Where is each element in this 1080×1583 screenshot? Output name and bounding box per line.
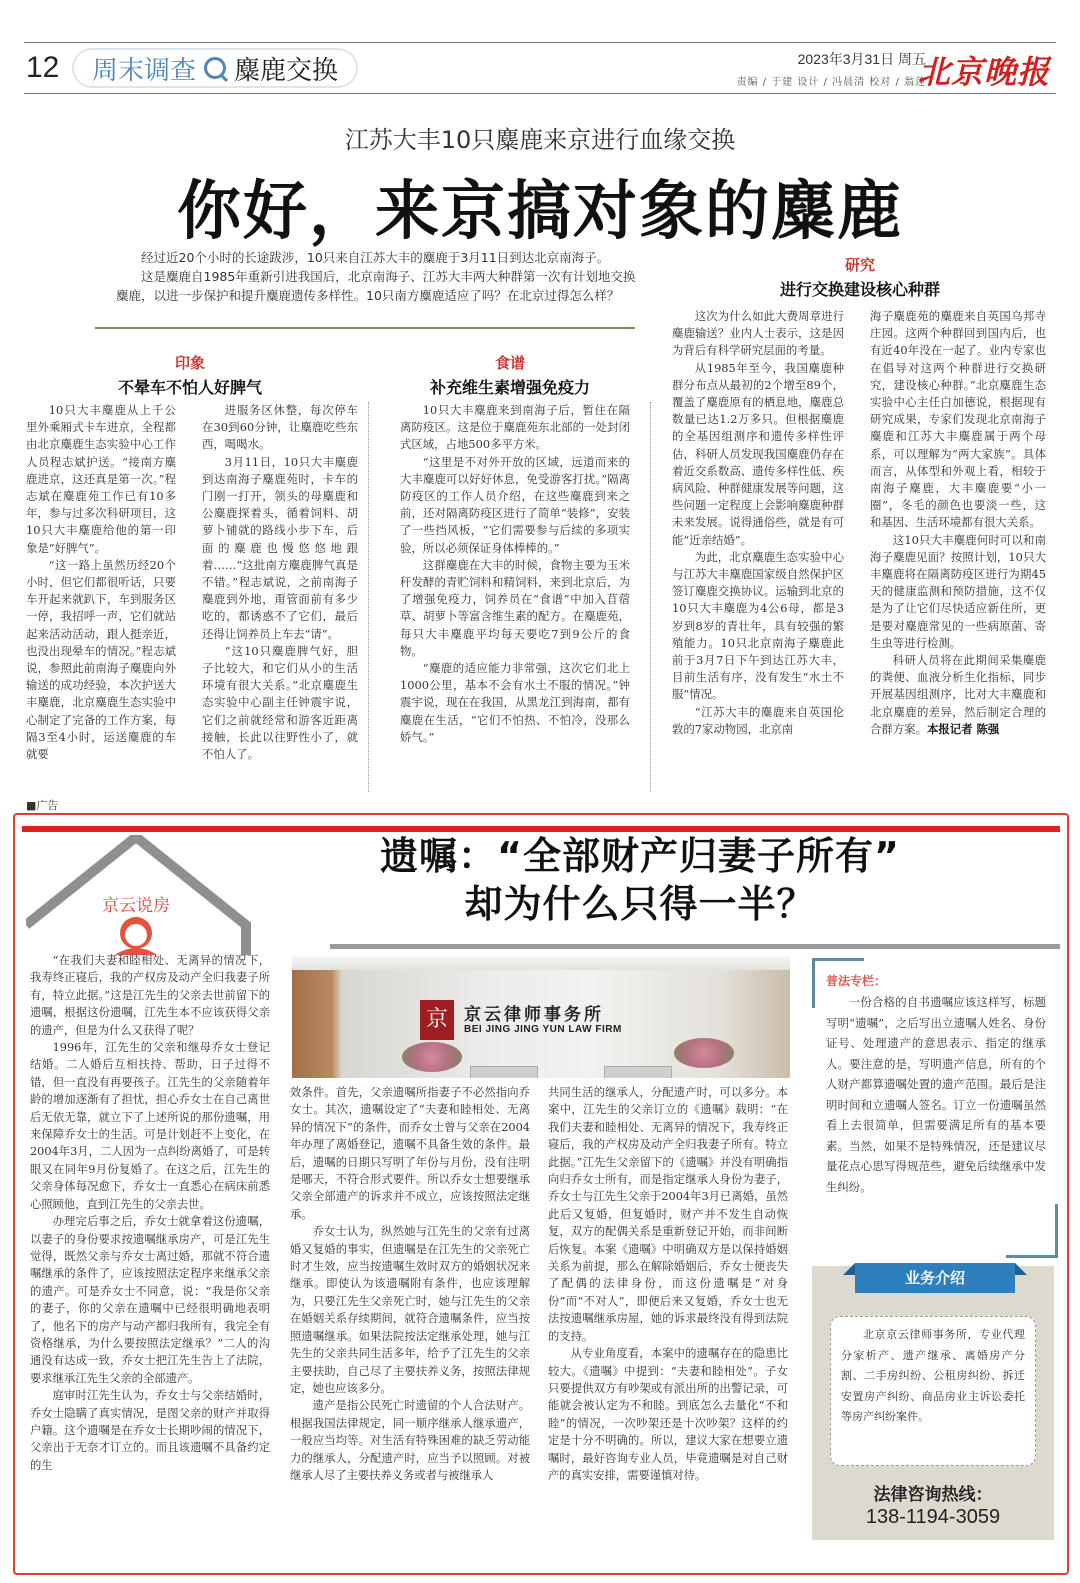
- ad-headline: [330, 832, 950, 928]
- paragraph: “江苏大丰的麋鹿来自英国伦敦的7家动物园，北京南: [672, 704, 844, 736]
- flower-decoration: [402, 1042, 462, 1072]
- flower-decoration: [674, 1038, 734, 1068]
- paragraph: “在我们夫妻和睦相处、无离异的情况下，我寿终正寝后，我的产权房及动产全归我妻子所有，特立此据。”这是江先生的父亲去世前留下的遗嘱，根据这份遗嘱，江先生本不应该获得父亲的遗产，但是为什么又获得了呢？: [30, 954, 270, 1037]
- monitor: [604, 1066, 672, 1078]
- column-separator: [650, 402, 651, 792]
- section-head-impression: [70, 352, 310, 398]
- firm-name-cn: 京云律师事务所: [464, 1005, 604, 1025]
- article-headline: 你好，来京搞对象的麋鹿: [177, 175, 903, 249]
- paragraph: 效条件。首先，父亲遗嘱所指妻子不必然指向乔女士。其次，遗嘱设定了“夫妻和睦相处、无离异的情况下”的条件，而乔女士曾与父亲在2004年办理了离婚登记，遗嘱不具备生效的条件。最后，遗嘱的日期只写明了年份与月份，没有注明是哪天，不符合形式要件。所以乔女士想要继承父亲全部遗产的诉求并不成立，应该按照法定继承。: [290, 1086, 530, 1221]
- section-kicker: 印象: [174, 354, 205, 372]
- article-column: [400, 402, 630, 794]
- article-lede: [116, 248, 636, 305]
- firm-logo: 京: [420, 1000, 454, 1040]
- paragraph: 遗产是指公民死亡时遗留的个人合法财产。根据我国法律规定，同一顺序继承人继承遗产，一般应当均等。对生活有特殊困难的缺乏劳动能力的继承人，分配遗产时，应当予以照顾。对被继承人尽了主要扶养义务或者与被继承人: [290, 1399, 530, 1482]
- paragraph: 进服务区休整，每次停车在30到60分钟，让麋鹿吃些东西，喝喝水。: [202, 403, 358, 452]
- paragraph: 这次为什么如此大费周章进行麋鹿输送？业内人士表示，这是因为背后有科学研究层面的考量。: [672, 309, 844, 358]
- section-kicker: 食谱: [494, 354, 525, 372]
- legal-tip-body: 一份合格的自书遗嘱应该这样写，标题写明“遗嘱”，之后写出立遗嘱人姓名、身份证号、处理遗产的意思表示、指定的继承人。要注意的是，写明遗产信息，所有的个人财产都算遗嘱处置的遗产范围。最后是注明时间和立遗嘱人签名。订立一份遗嘱虽然看上去很简单，但需要满足所有的基本要素。当然，如果不是特殊情况，还是建议尽量花点心思写得规范些，避免后续继承中发生纠纷。: [826, 995, 1046, 1194]
- section-label: [72, 48, 358, 88]
- paragraph: 庭审时江先生认为，乔女士与父亲结婚时，乔女士隐瞒了真实情况，是图父亲的财产并取得户籍。这个遗嘱是在乔女士长期吵闹的情况下，父亲出于无奈才订立的。而且该遗嘱不具备约定的生: [30, 1389, 270, 1472]
- lede-paragraph: 经过近20个小时的长途跋涉，10只来自江苏大丰的麋鹿于3月11日到达北京南海子。: [141, 250, 610, 265]
- ad-headline-line2: 却为什么只得一半？: [464, 882, 816, 926]
- hotline-number[interactable]: 138-1194-3059: [865, 1506, 1001, 1528]
- ad-column: [290, 1084, 530, 1544]
- page-number: 12: [26, 51, 60, 84]
- house-badge-icon: [26, 835, 326, 955]
- issue-meta: [736, 49, 926, 88]
- section-title: 进行交换建设核心种群: [779, 280, 940, 299]
- legal-tip-box: [812, 958, 1058, 1258]
- hotline-label: 法律咨询热线：: [873, 1485, 993, 1505]
- article-column: [672, 308, 844, 794]
- paragraph: “这一路上虽然历经20个小时，但它们都很听话，只要车开起来就趴下，车到服务区一停，我招呼一声，它们就站起来活动活动，跟人挺亲近，也没出现晕车的情况。”程志斌说，参照此前南海子麋鹿向外输送的成功经验，本次护送大丰麋鹿，北京麋鹿生态实验中心制定了完备的工作方案，每隔3至4小时，运送麋鹿的车就要: [26, 557, 176, 762]
- section-name: 周末调查: [92, 55, 197, 86]
- paragraph: 从1985年至今，我国麋鹿种群分布点从最初的2个增至89个，覆盖了麋鹿原有的栖息地，麋鹿总数量已达1.2万多只。但根据麋鹿的全基因组测序和遗传多样性评估，科研人员发现我国麋鹿仍存在着近交系数高、遗传多样性低、疾病风险、种群健康发展等问题，这些问题一定程度上会影响麋鹿种群未来发展。说得通俗些，就是有可能“近亲结婚”。: [672, 360, 844, 547]
- newspaper-logo: 北京晚报: [917, 53, 1050, 91]
- firm-name-en: BEI JING JING YUN LAW FIRM: [464, 1024, 622, 1035]
- section-kicker: 研究: [844, 256, 875, 274]
- paragraph: 乔女士认为，纵然她与江先生的父亲有过离婚又复婚的事实，但遗嘱是在江先生的父亲死亡时才生效，应当按遗嘱生效时双方的婚姻状况来继承。即使认为该遗嘱附有条件，也应该理解为，只要江先生父亲死亡时，她与江先生的父亲在婚姻关系存续期间，就符合遗嘱条件，应当按照遗嘱继承。如果法院按法定继承处理，她与江先生的父亲共同生活多年，给予了江先生的父亲主要扶助，自己尽了主要扶养义务，按照法律规定，她也应该多分。: [290, 1225, 530, 1395]
- column-separator: [368, 402, 369, 792]
- divider: [95, 327, 635, 329]
- ad-column: [548, 1084, 788, 1544]
- paragraph: 3月11日，10只大丰麋鹿到达南海子麋鹿苑时，卡车的门刚一打开，领头的母麋鹿和公麋鹿探着头，循着饲料、胡萝卜铺就的路线小步下车，后面的麋鹿也慢悠悠地跟着……“这批南方麋鹿脾气真是不错。”程志斌说，之前南海子麋鹿到外地，甭管面前有多少吃的，都诱惑不了它们，最后还得让饲养员上车去“请”。: [202, 454, 358, 641]
- ad-headline-rule: [330, 944, 1060, 949]
- lede-paragraph: 这是麋鹿自1985年重新引进我国后，北京南海子、江苏大丰两大种群第一次有计划地交换麋鹿，以进一步保护和提升麋鹿遗传多样性。10只南方麋鹿适应了吗？在北京过得怎么样？: [116, 269, 636, 303]
- paragraph: “麋鹿的适应能力非常强，这次它们北上1000公里，基本不会有水土不服的情况。”钟震宇说，现在在我国，从黑龙江到海南，都有麋鹿在生活，“它们不怕热、不怕冷，没那么娇气。”: [400, 661, 630, 744]
- section-head-research: [740, 254, 980, 300]
- byline: 本报记者 陈强: [926, 721, 1000, 736]
- business-description: 北京京云律师事务所，专业代理分家析产、遗产继承、离婚房产分割、二手房纠纷、公租房纠纷、拆迁安置房产纠纷、商品房业主诉讼委托等房产纠纷案件。: [830, 1316, 1036, 1466]
- monitor: [470, 1066, 538, 1078]
- ad-column: [30, 952, 270, 1544]
- paragraph: 这群麋鹿在大丰的时候，食物主要为玉米秆发酵的青贮饲料和精饲料，来到北京后，为了增强免疫力，饲养员在“食谱”中加入苜蓿草、胡萝卜等富含维生素的配方。在麋鹿苑，每只大丰麋鹿平均每天要吃7到9公斤的食物。: [400, 557, 630, 658]
- section-head-diet: [390, 352, 630, 398]
- paragraph: 办理完后事之后，乔女士就拿着这份遗嘱，以妻子的身份要求按遗嘱继承房产，可是江先生觉得，既然父亲与乔女士离过婚，那就不符合遗嘱继承的条件了，应该按照法定程序来继承父亲的遗产。可是乔女士不同意，说：“我是你父亲的妻子，你的父亲在遗嘱中已经很明确地表明了，他名下的房产与动产都归我所有，我完全有资格继承，为什么要按照法定继承？”二人的沟通没有达成一致，乔女士把江先生告上了法院，要求继承江先生父亲的全部遗产。: [30, 1215, 270, 1385]
- law-firm-photo: [292, 956, 790, 1078]
- masthead: [24, 42, 1056, 94]
- section-title: 不晕车不怕人好脾气: [117, 378, 262, 397]
- paragraph: 1996年，江先生的父亲和继母乔女士登记结婚。二人婚后互相扶持、帮助，日子过得不错，但一直没有再要孩子。江先生的父亲随着年龄的增加逐渐有了担忧，担心乔女士在自己离世后无依无靠，就立下了上述所说的那份遗嘱，用来保障乔女士的生活。可是计划赶不上变化，在2004年3月，二人因为一点纠纷离婚了，可是转眼又在同年9月份复婚了。在这之后，江先生的父亲身体每况愈下，乔女士一直悉心在病床前悉心照顾他，直到江先生的父亲去世。: [30, 1041, 270, 1211]
- paragraph: 科研人员将在此期间采集麋鹿的粪便、血液分析生化指标，同步开展基因组测序，比对大丰麋鹿和北京麋鹿的差异，然后制定合理的合群方案。本报记者 陈强: [870, 653, 1046, 736]
- article-subhead: 江苏大丰10只麋鹿来京进行血缘交换: [344, 126, 736, 154]
- paragraph: 10只大丰麋鹿来到南海子后，暂住在隔离防疫区。这是位于麋鹿苑东北部的一处封闭式区域，占地500多平方米。: [400, 403, 630, 452]
- paragraph: 海子麋鹿苑的麋鹿来自英国乌邦寺庄园。这两个种群回到国内后，也有近40年没在一起了。业内专家也在倡导对这两个种群进行交换研究，建设核心种群。”北京麋鹿生态实验中心主任白加德说，根据现有研究成果，专家们发现北京南海子麋鹿和江苏大丰麋鹿属于两个母系，可以理解为“两大家族”。具体而言，从体型和外观上看，相较于南海子麋鹿，大丰麋鹿要“小一圈”，冬毛的颜色也要淡一些，这和基因、生活环境都有很大关系。: [870, 309, 1046, 530]
- legal-tip-label: 普法专栏：: [826, 974, 887, 988]
- paragraph: 10只大丰麋鹿从上千公里外乘厢式卡车进京，全程都由北京麋鹿生态实验中心工作人员程志斌护送。“接南方麋鹿进京，这还真是第一次。”程志斌在麋鹿苑工作已有10多年，参与过多次科研项目，这10只大丰麋鹿给他的第一印象是“好脾气”。: [26, 403, 176, 555]
- headset-person-icon: [112, 917, 160, 955]
- article-column: [202, 402, 358, 794]
- paragraph: 共同生活的继承人，分配遗产时，可以多分。本案中，江先生的父亲订立的《遗嘱》载明：“在我们夫妻和睦相处、无离异的情况下，我寿终正寝后，我的产权房及动产全归我妻子所有。特立此据。”江先生父亲留下的《遗嘱》并没有明确指向归乔女士所有，而是指定继承人身份为妻子，乔女士与江先生父亲于2004年3月已离婚，虽然此后又复婚，但复婚时，财产并不发生自动恢复，双方的配偶关系是重新登记开始，而非间断后恢复。本案《遗嘱》中明确双方是以保持婚姻关系为前提，那么在解除婚姻后，乔女士便丧失了配偶的法律身份，而这份遗嘱是“对身份”而“不对人”，即便后来又复婚，乔女士也无法按遗嘱继承房屋，她的诉求最终没有得到法院的支持。: [548, 1086, 788, 1343]
- badge-text: 京云说房: [102, 896, 170, 916]
- ad-label: ■广告: [26, 799, 59, 812]
- ad-headline-line1: 遗嘱：“全部财产归妻子所有”: [380, 834, 900, 878]
- paragraph: 这10只大丰麋鹿何时可以和南海子麋鹿见面？按照计划，10只大丰麋鹿将在隔离防疫区进行为期45天的健康监测和预防措施，这不仅是为了让它们尽快适应新住所，更是要对麋鹿常见的一些病原菌、寄生虫等进行检测。: [870, 532, 1046, 650]
- paragraph: “这里是不对外开放的区域，远道而来的大丰麋鹿可以好好休息，免受游客打扰。”隔离防疫区的工作人员介绍，在这些麋鹿到来之前，还对隔离防疫区进行了简单“装修”，安装了一些挡风板，“它们需要参与后续的多项实验，所以必须保证身体棒棒的。”: [400, 454, 630, 555]
- paragraph: 为此，北京麋鹿生态实验中心与江苏大丰麋鹿国家级自然保护区签订麋鹿交换协议。运输到北京的10只大丰麋鹿为4公6母，都是3岁到8岁的青壮年，具有较强的繁殖能力。10只北京南海子麋鹿此前于3月7日下午到达江苏大丰，目前生活有序，没有发生“水土不服”情况。: [672, 549, 844, 702]
- business-intro-tab: 业务介绍: [855, 1263, 1015, 1293]
- article-column: [26, 402, 176, 794]
- business-intro-box: [812, 1266, 1054, 1540]
- section-topic: 麋鹿交换: [234, 55, 339, 86]
- article-column: [870, 308, 1046, 794]
- issue-date: 2023年3月31日 周五: [797, 51, 926, 67]
- magnifier-icon: [204, 57, 226, 79]
- section-title: 补充维生素增强免疫力: [429, 378, 590, 397]
- paragraph: “这10只麋鹿脾气好，胆子比较大，和它们从小的生活环境有很大关系。”北京麋鹿生态实验中心副主任钟震宇说，它们之前就经常和游客近距离接触，长此以往野性小了，就不怕人了。: [202, 643, 358, 762]
- editor-credits: 责编 / 于建 设计 / 冯晨清 校对 / 翁莲: [736, 77, 926, 88]
- paragraph: 从专业角度看，本案中的遗嘱存在的隐患比较大。《遗嘱》中提到：“夫妻和睦相处”。子女只要提供双方有吵架或有派出所的出警记录，可能就会被认定为不和睦。到底怎么去量化“不和睦”的情况，一次吵架还是十次吵架？这样的约定是十分不明确的。所以，建议大家在想要立遗嘱时，最好咨询专业人员，毕竟遗嘱是对自己财产的真实安排，需要谨慎对待。: [548, 1347, 788, 1482]
